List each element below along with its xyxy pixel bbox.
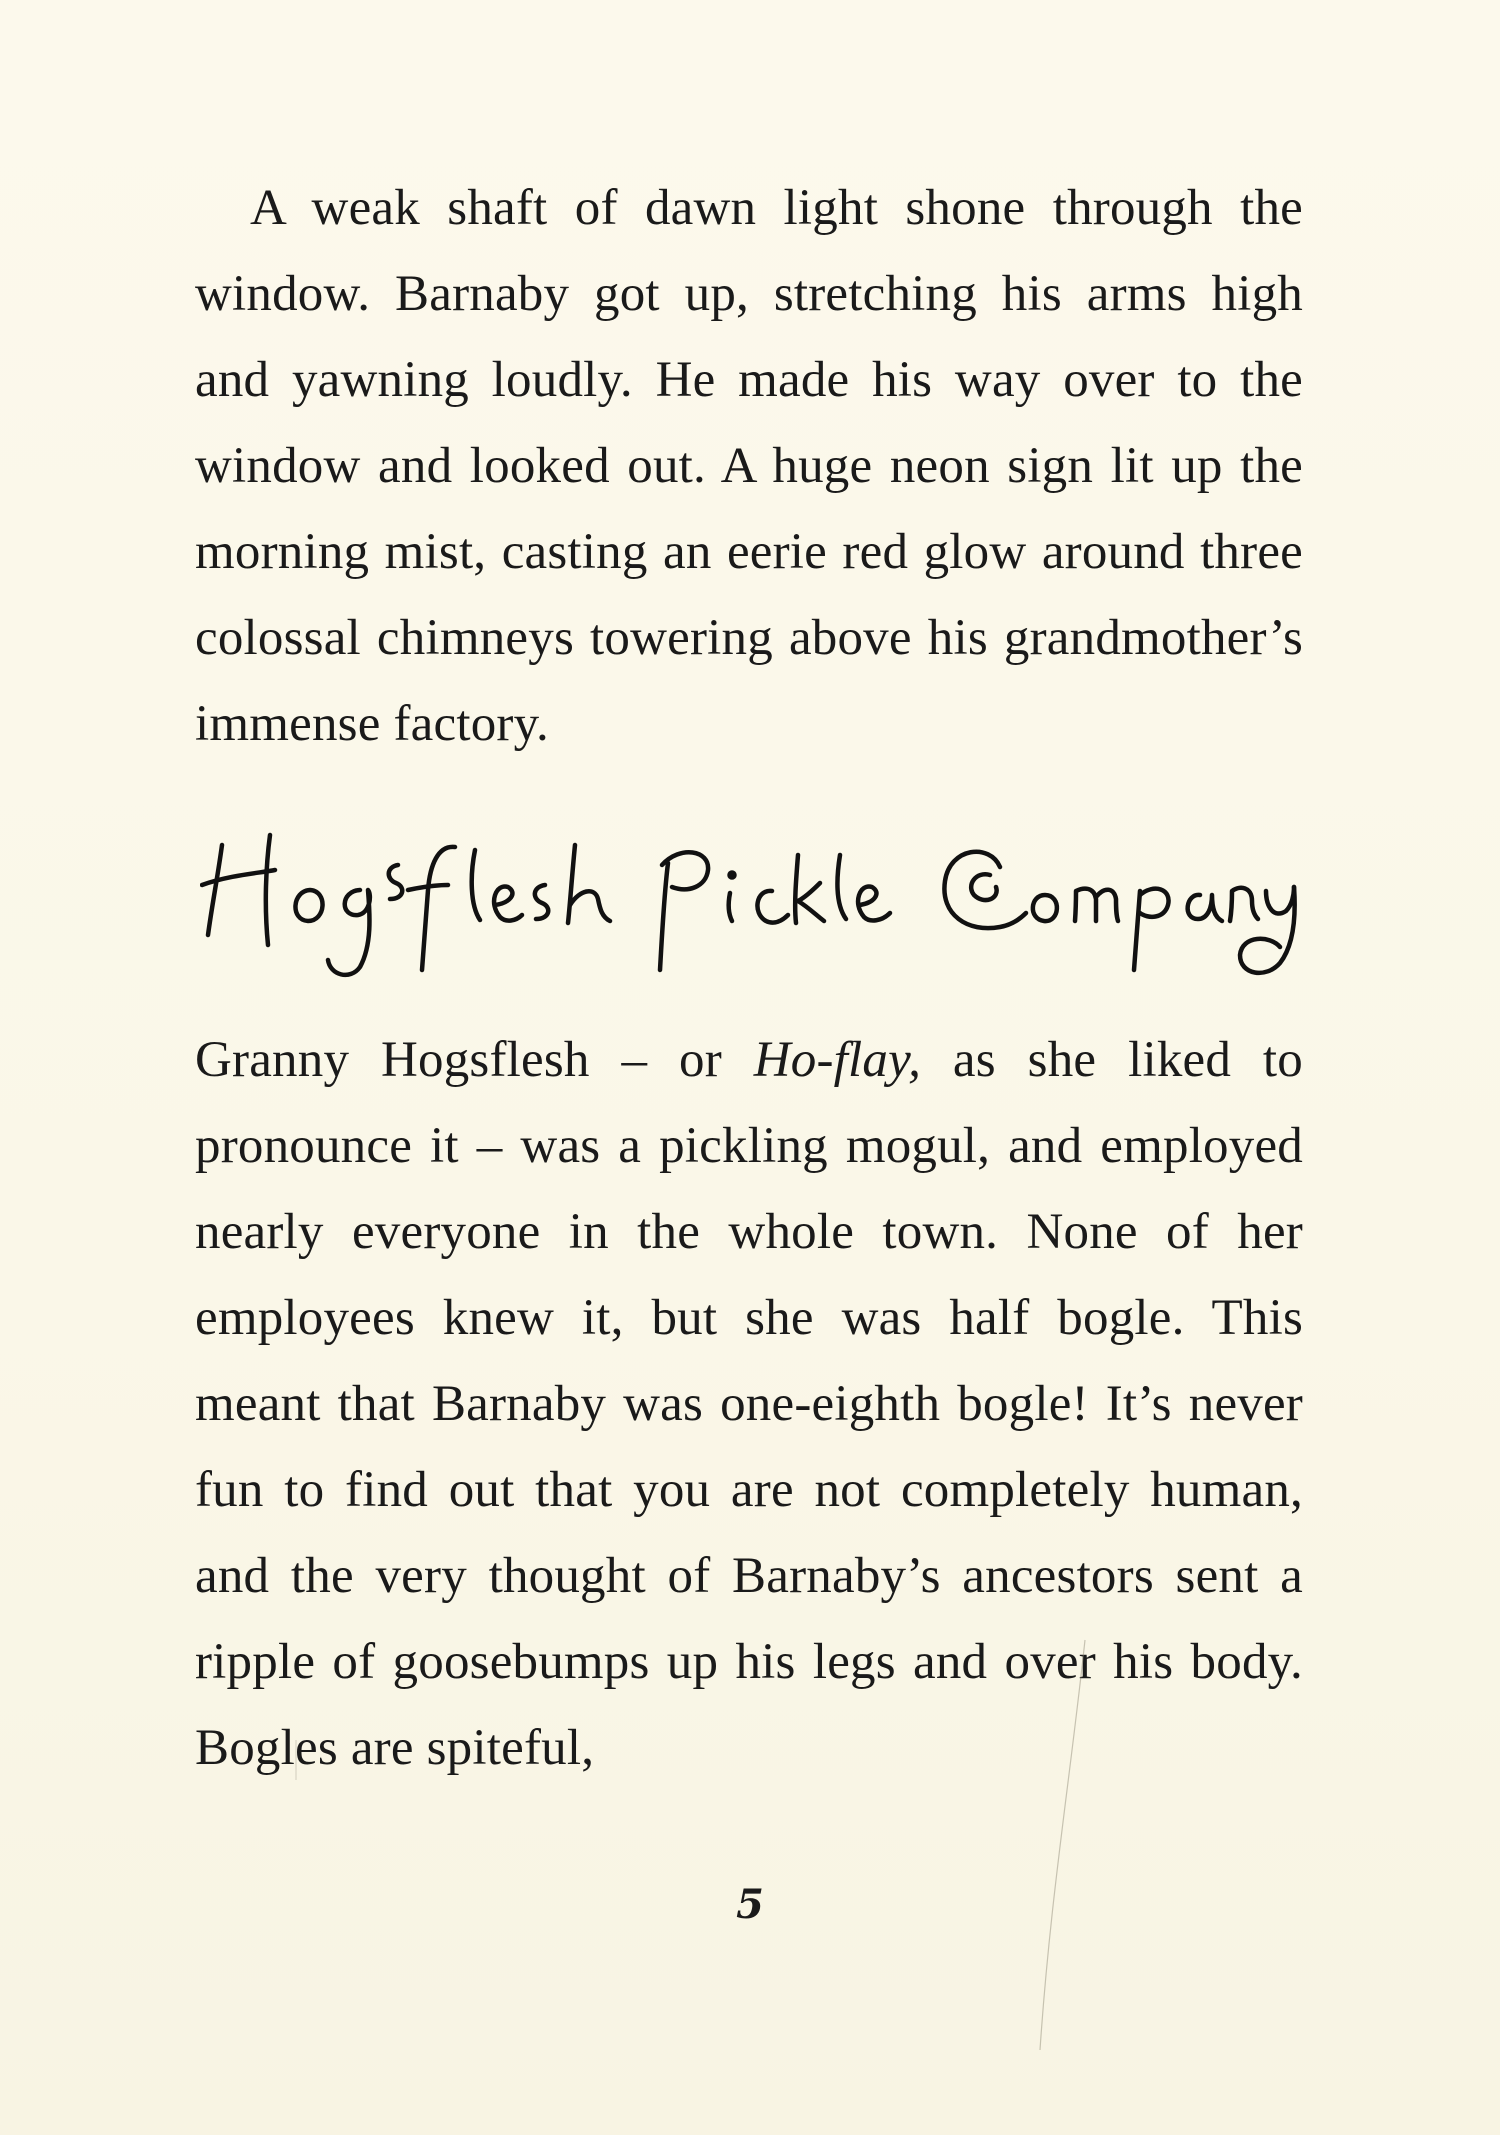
paragraph-granny [195,1017,1303,1791]
paragraph-granny-start: Granny Hogsflesh – or [195,1032,754,1088]
paragraph-granny-italic: Ho-flay, [753,1032,922,1088]
page-number: 5 [736,1881,764,1928]
paragraph-granny-rest: as she liked to pronounce it – was a pickling mogul, and employed nearly everyone in the whole town. None of her employees knew it, but she was half bogle. This meant that Barnaby was one-eighth bogle! It’s never fun to find out that you are not completely human, and the very thought of Barnaby’s ancestors sent a ripple of goosebumps up his legs and over his body. Bogles are spiteful, [195,1032,1303,1776]
handwritten-sign-drawing [200,795,1310,995]
paragraph-dawn: A weak shaft of dawn light shone through the window. Barnaby got up, stretching his arms high and yawning loudly. He made his way over to the window and looked out. A huge neon sign lit up the morning mist, casting an eerie red glow around three colossal chimneys towering above his grandmother’s immense factory. [195,180,1303,752]
handwritten-sign-heading [200,795,1310,995]
